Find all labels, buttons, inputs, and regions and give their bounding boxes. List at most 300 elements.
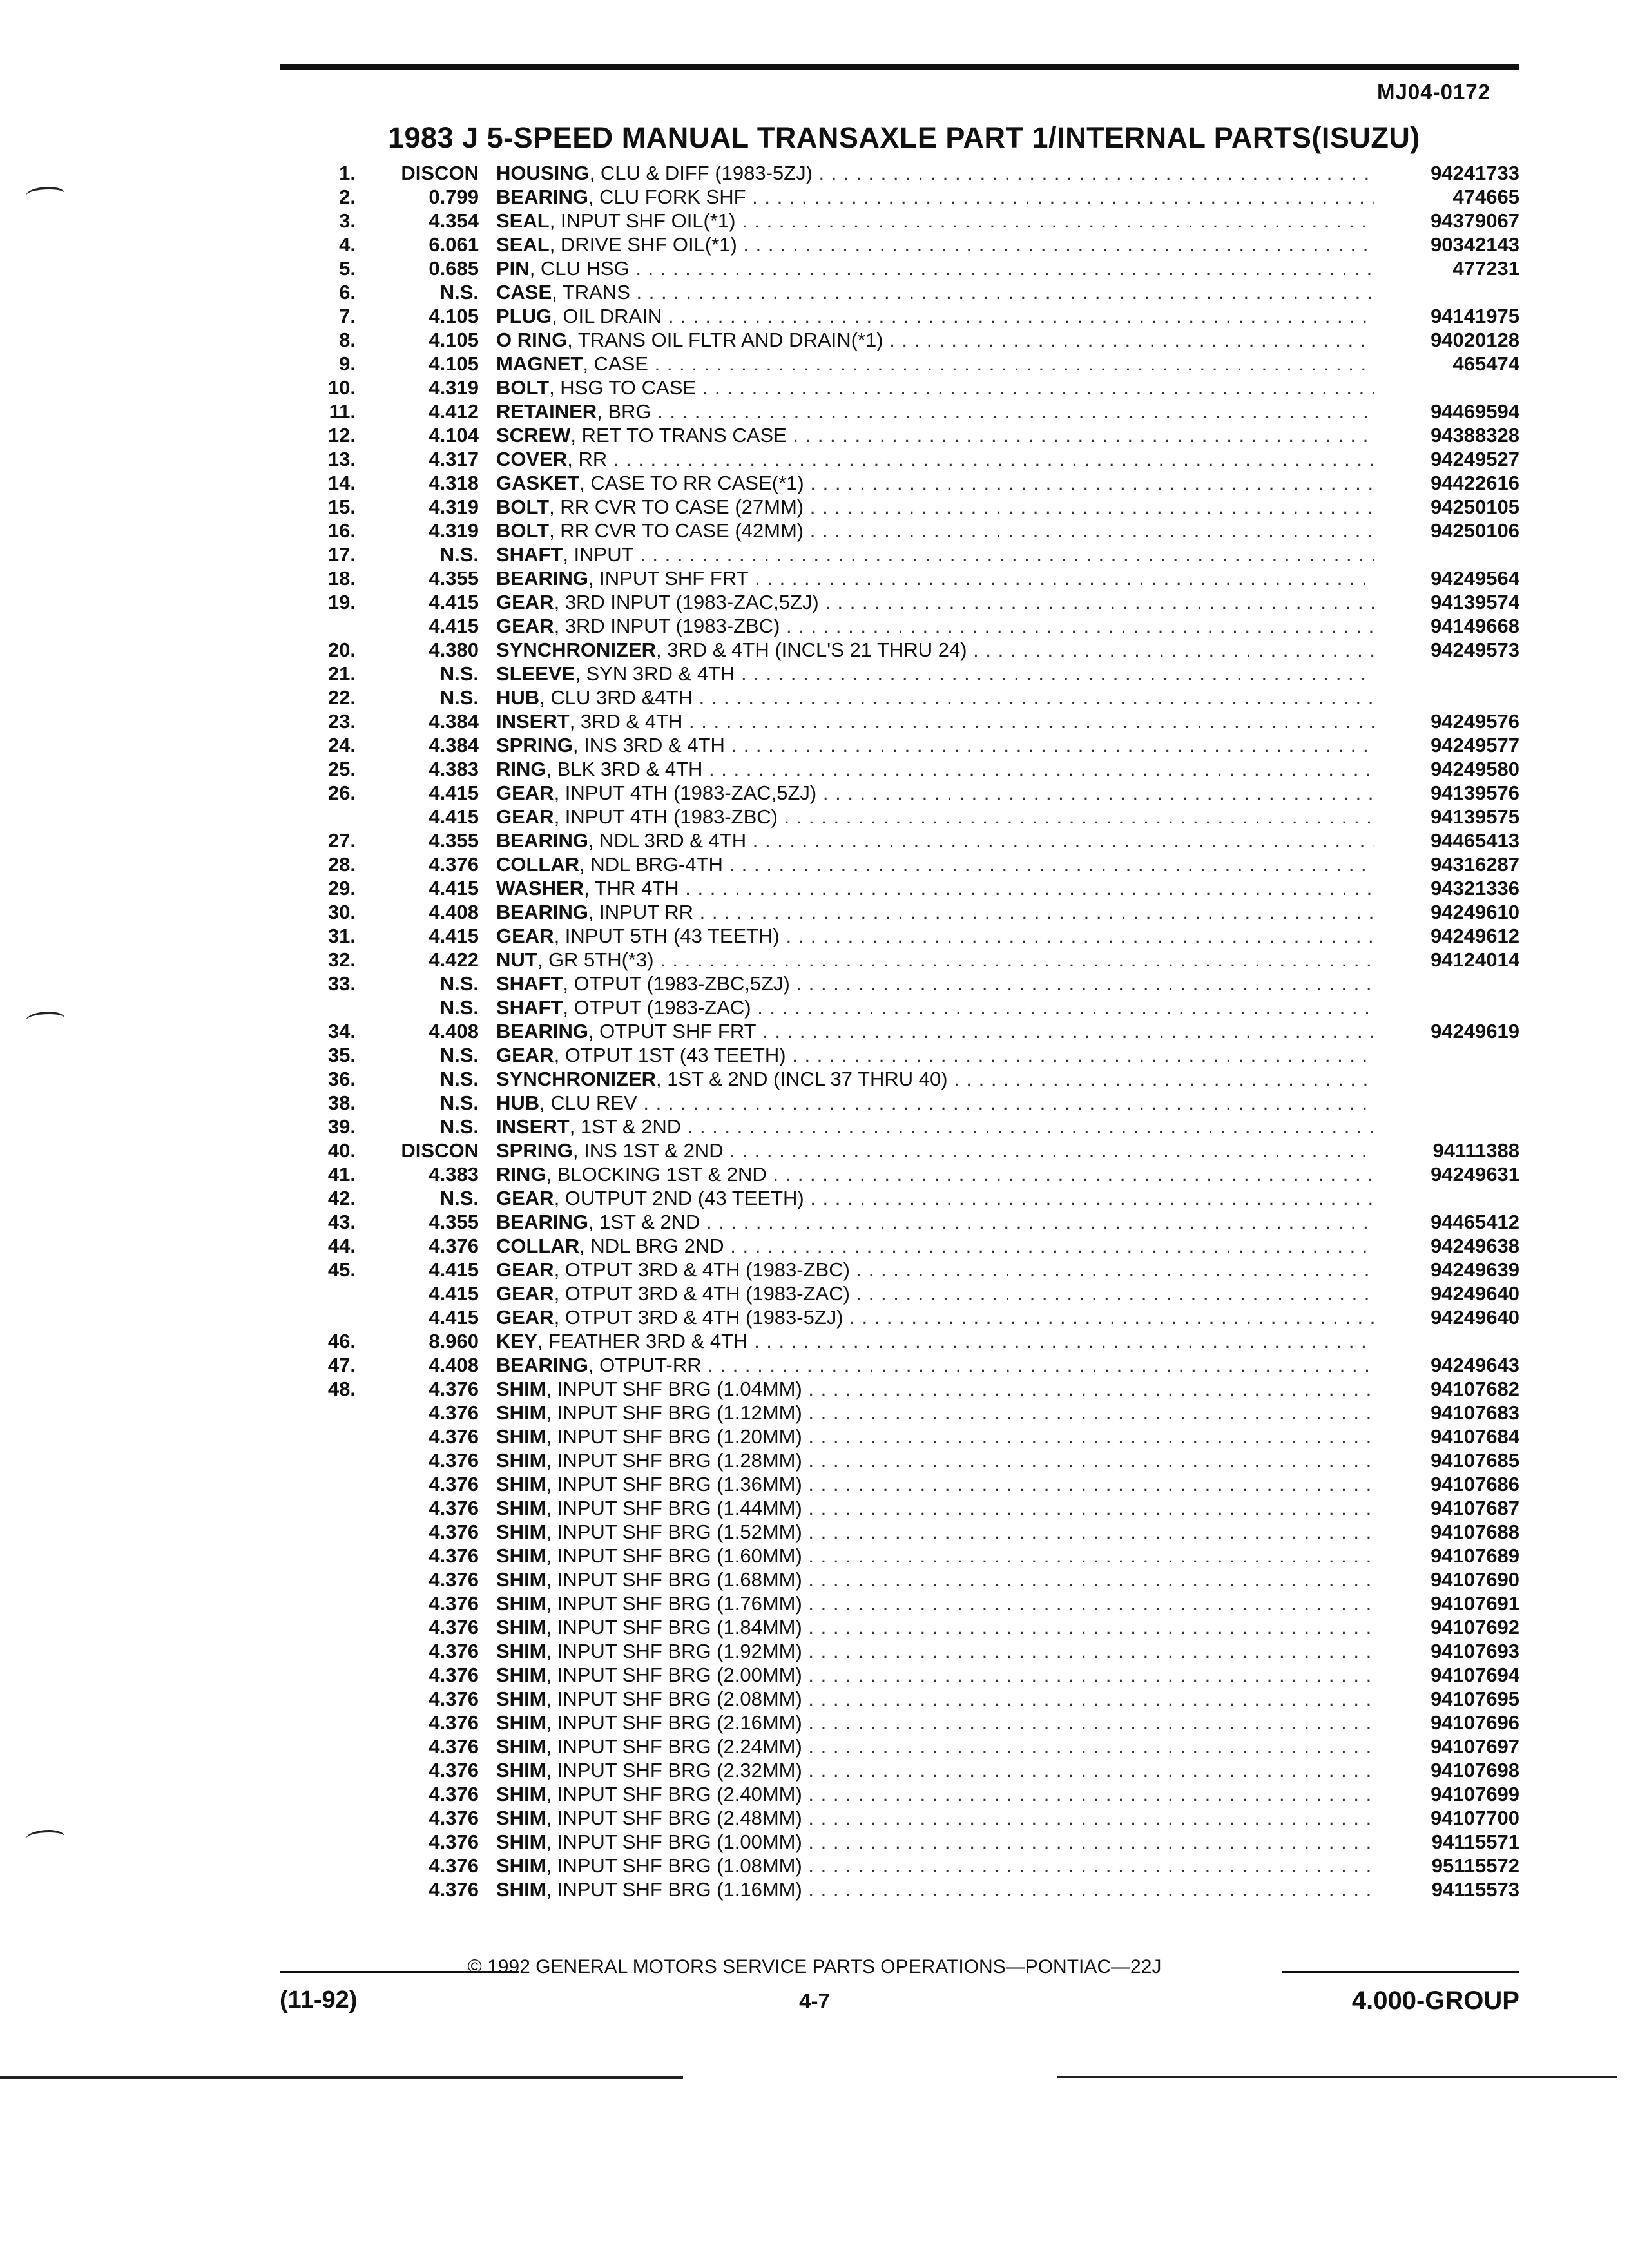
group-ref: N.S. xyxy=(439,543,479,566)
part-name: BOLT xyxy=(496,519,550,542)
part-number: 94249640 xyxy=(1431,1306,1519,1329)
part-detail: , 3RD INPUT (1983-ZBC) xyxy=(554,615,780,637)
part-description xyxy=(496,471,1374,495)
part-detail: , OTPUT SHF FRT xyxy=(588,1020,757,1043)
part-row xyxy=(0,399,1629,423)
part-description xyxy=(496,1496,1374,1520)
part-detail: , OUTPUT 2ND (43 TEETH) xyxy=(554,1187,804,1209)
part-description xyxy=(496,1019,1374,1043)
part-row xyxy=(0,948,1629,972)
part-detail: , 3RD INPUT (1983-ZAC,5ZJ) xyxy=(554,591,819,613)
item-number: 22. xyxy=(327,686,356,709)
part-detail: , INPUT SHF BRG (1.04MM) xyxy=(546,1378,802,1400)
part-name: HUB xyxy=(496,686,540,709)
part-detail: , 3RD & 4TH (INCL'S 21 THRU 24) xyxy=(656,639,967,661)
part-detail: , BLOCKING 1ST & 2ND xyxy=(546,1163,767,1186)
part-name: PIN xyxy=(496,257,530,280)
part-row xyxy=(0,1353,1629,1377)
part-name: BEARING xyxy=(496,1020,588,1043)
part-name: MAGNET xyxy=(496,352,583,375)
group-ref: 4.318 xyxy=(429,472,479,494)
item-number: 32. xyxy=(327,948,356,971)
scan-edge-line-right xyxy=(1057,2076,1617,2078)
group-ref: 4.376 xyxy=(429,1807,479,1829)
part-name: SHAFT xyxy=(496,972,563,995)
part-row xyxy=(0,1139,1629,1162)
part-description xyxy=(496,1043,1374,1067)
part-row xyxy=(0,1377,1629,1401)
part-row xyxy=(0,781,1629,805)
part-number: 94379067 xyxy=(1431,209,1519,232)
top-rule xyxy=(280,64,1519,70)
part-description xyxy=(496,1448,1374,1472)
group-ref: 4.384 xyxy=(429,734,479,756)
part-description xyxy=(496,1591,1374,1615)
part-name: RETAINER xyxy=(496,400,597,423)
part-row xyxy=(0,1568,1629,1591)
item-number: 16. xyxy=(327,519,356,542)
part-detail: , INPUT SHF BRG (1.76MM) xyxy=(546,1592,802,1615)
part-description xyxy=(496,1663,1374,1687)
part-description xyxy=(496,972,1374,995)
item-number: 38. xyxy=(327,1091,356,1114)
part-detail: , OIL DRAIN xyxy=(552,305,662,327)
item-number: 47. xyxy=(327,1354,356,1376)
part-description xyxy=(496,1568,1374,1591)
part-row xyxy=(0,256,1629,280)
part-detail: , CLU REV xyxy=(539,1091,637,1114)
part-row xyxy=(0,1663,1629,1687)
item-number: 15. xyxy=(327,495,356,518)
part-detail: , CLU HSG xyxy=(529,257,630,280)
part-row xyxy=(0,1496,1629,1520)
part-detail: , NDL BRG-4TH xyxy=(579,853,723,876)
part-description xyxy=(496,1162,1374,1186)
group-ref: 4.376 xyxy=(429,1831,479,1853)
part-row xyxy=(0,1282,1629,1305)
part-row xyxy=(0,304,1629,328)
part-row xyxy=(0,376,1629,399)
part-number: 94139574 xyxy=(1431,591,1519,613)
part-detail: , INPUT SHF BRG (1.44MM) xyxy=(546,1497,802,1519)
part-number: 94107683 xyxy=(1431,1401,1519,1424)
part-row xyxy=(0,1520,1629,1544)
part-row xyxy=(0,1186,1629,1210)
group-ref: 4.317 xyxy=(429,448,479,470)
item-number: 18. xyxy=(327,567,356,590)
part-description xyxy=(496,209,1374,233)
part-name: KEY xyxy=(496,1330,537,1352)
part-description xyxy=(496,1782,1374,1806)
part-name: SHIM xyxy=(496,1711,546,1734)
part-description xyxy=(496,1544,1374,1568)
part-number: 94107682 xyxy=(1431,1378,1519,1400)
part-detail: , INPUT SHF BRG (1.28MM) xyxy=(546,1449,802,1472)
part-description xyxy=(496,1615,1374,1639)
part-name: BEARING xyxy=(496,901,588,923)
part-row xyxy=(0,519,1629,543)
part-row xyxy=(0,1448,1629,1472)
part-detail: , INPUT SHF BRG (1.84MM) xyxy=(546,1616,802,1639)
item-number: 17. xyxy=(327,543,356,566)
part-description xyxy=(496,686,1374,709)
group-ref: 4.376 xyxy=(429,1878,479,1901)
part-row xyxy=(0,1878,1629,1901)
item-number: 13. xyxy=(327,448,356,470)
part-row xyxy=(0,614,1629,638)
part-number: 94250105 xyxy=(1431,495,1519,518)
part-name: SHIM xyxy=(496,1497,546,1519)
group-number: 4.000-GROUP xyxy=(1351,1986,1519,2015)
part-number: 94107698 xyxy=(1431,1759,1519,1782)
item-number: 11. xyxy=(329,400,356,423)
item-number: 12. xyxy=(327,424,356,447)
part-number: 94149668 xyxy=(1431,615,1519,637)
part-name: SHIM xyxy=(496,1568,546,1591)
item-number: 28. xyxy=(327,853,356,876)
part-row xyxy=(0,1830,1629,1854)
part-name: INSERT xyxy=(496,710,570,733)
item-number: 44. xyxy=(327,1235,356,1257)
part-name: PLUG xyxy=(496,305,552,327)
part-number: 94249619 xyxy=(1431,1020,1519,1043)
group-ref: 4.376 xyxy=(429,1616,479,1639)
part-name: SHIM xyxy=(496,1759,546,1782)
part-number: 94139576 xyxy=(1431,782,1519,804)
part-name: BEARING xyxy=(496,567,588,590)
item-number: 25. xyxy=(327,758,356,780)
part-detail: , INPUT SHF BRG (1.60MM) xyxy=(546,1544,802,1567)
group-ref: 4.376 xyxy=(429,1401,479,1424)
part-detail: , FEATHER 3RD & 4TH xyxy=(537,1330,748,1352)
part-detail: , INPUT SHF BRG (1.52MM) xyxy=(546,1521,802,1543)
part-description xyxy=(496,256,1374,280)
part-description xyxy=(496,1329,1374,1353)
part-name: SHIM xyxy=(496,1425,546,1448)
part-description xyxy=(496,876,1374,900)
part-row xyxy=(0,209,1629,233)
part-name: COLLAR xyxy=(496,853,580,876)
part-number: 94249639 xyxy=(1431,1258,1519,1281)
group-ref: N.S. xyxy=(439,1068,479,1090)
part-number: 94107689 xyxy=(1431,1544,1519,1567)
part-detail: , 1ST & 2ND (INCL 37 THRU 40) xyxy=(656,1068,948,1090)
part-number: 94249580 xyxy=(1431,758,1519,780)
part-number: 94249564 xyxy=(1431,567,1519,590)
part-description xyxy=(496,1210,1374,1234)
part-row xyxy=(0,757,1629,781)
part-row xyxy=(0,1067,1629,1091)
item-number: 6. xyxy=(339,281,356,303)
part-description xyxy=(496,1472,1374,1496)
part-name: SHIM xyxy=(496,1664,546,1686)
group-ref: 4.376 xyxy=(429,1711,479,1734)
part-detail: , INPUT RR xyxy=(588,901,694,923)
item-number: 26. xyxy=(327,782,356,804)
part-description xyxy=(496,1377,1374,1401)
group-ref: 4.355 xyxy=(429,567,479,590)
part-name: WASHER xyxy=(496,877,584,899)
group-ref: 4.376 xyxy=(429,1664,479,1686)
group-ref: N.S. xyxy=(439,686,479,709)
part-description xyxy=(496,733,1374,757)
part-name: SHIM xyxy=(496,1521,546,1543)
group-ref: 4.380 xyxy=(429,639,479,661)
part-name: SHIM xyxy=(496,1878,546,1901)
part-number: 94141975 xyxy=(1431,305,1519,327)
part-name: SHIM xyxy=(496,1640,546,1662)
part-name: GEAR xyxy=(496,805,554,828)
part-detail: , INPUT SHF BRG (1.08MM) xyxy=(546,1854,802,1877)
part-detail: , INS 3RD & 4TH xyxy=(572,734,725,756)
item-number: 2. xyxy=(339,186,356,208)
part-detail: , INPUT SHF BRG (2.32MM) xyxy=(546,1759,802,1782)
group-ref: 4.376 xyxy=(429,853,479,876)
group-ref: N.S. xyxy=(439,1115,479,1138)
part-name: SEAL xyxy=(496,233,550,256)
part-row xyxy=(0,852,1629,876)
part-number: 94107684 xyxy=(1431,1425,1519,1448)
group-ref: 4.319 xyxy=(429,376,479,399)
part-number: 94249577 xyxy=(1431,734,1519,756)
group-ref: 4.383 xyxy=(429,1163,479,1186)
part-name: GEAR xyxy=(496,925,554,947)
group-ref: 4.376 xyxy=(429,1497,479,1519)
part-description xyxy=(496,1091,1374,1115)
part-detail: , INPUT SHF BRG (1.00MM) xyxy=(546,1831,802,1853)
part-row xyxy=(0,352,1629,376)
part-detail: , 1ST & 2ND xyxy=(588,1211,700,1233)
part-description xyxy=(496,709,1374,733)
part-detail: , OTPUT 3RD & 4TH (1983-ZAC) xyxy=(554,1282,850,1305)
part-detail: , RR CVR TO CASE (42MM) xyxy=(549,519,804,542)
part-number: 94249610 xyxy=(1431,901,1519,923)
part-row xyxy=(0,328,1629,352)
part-detail: , RR xyxy=(567,448,608,470)
part-description xyxy=(496,447,1374,471)
part-description xyxy=(496,614,1374,638)
part-description xyxy=(496,781,1374,805)
part-description xyxy=(496,829,1374,852)
part-name: SHAFT xyxy=(496,543,563,566)
group-ref: 4.319 xyxy=(429,519,479,542)
group-ref: N.S. xyxy=(439,662,479,685)
group-ref: DISCON xyxy=(401,1139,479,1162)
part-detail: , OTPUT (1983-ZBC,5ZJ) xyxy=(563,972,790,995)
group-ref: 4.376 xyxy=(429,1425,479,1448)
part-description xyxy=(496,1186,1374,1210)
item-number: 35. xyxy=(327,1044,356,1066)
part-row xyxy=(0,1472,1629,1496)
part-name: SEAL xyxy=(496,209,550,232)
part-name: SYNCHRONIZER xyxy=(496,1068,657,1090)
part-name: SCREW xyxy=(496,424,571,447)
part-number: 94107694 xyxy=(1431,1664,1519,1686)
part-description xyxy=(496,185,1374,209)
part-number: 94316287 xyxy=(1431,853,1519,876)
part-detail: , CASE TO RR CASE(*1) xyxy=(579,472,804,494)
part-detail: , INPUT SHF BRG (2.16MM) xyxy=(546,1711,802,1734)
group-ref: 4.376 xyxy=(429,1854,479,1877)
group-ref: 0.799 xyxy=(429,186,479,208)
part-detail: , INPUT xyxy=(563,543,634,566)
group-ref: 4.415 xyxy=(429,1306,479,1329)
part-row xyxy=(0,1854,1629,1878)
part-description xyxy=(496,900,1374,924)
part-description xyxy=(496,1353,1374,1377)
part-detail: , INPUT SHF BRG (1.92MM) xyxy=(546,1640,802,1662)
part-description xyxy=(496,1830,1374,1854)
part-description xyxy=(496,519,1374,543)
part-number: 94241733 xyxy=(1431,162,1519,184)
page-number: 4-7 xyxy=(799,1989,830,2013)
group-ref: 4.355 xyxy=(429,829,479,852)
part-row xyxy=(0,995,1629,1019)
item-number: 7. xyxy=(339,305,356,327)
part-description xyxy=(496,757,1374,781)
part-detail: , NDL 3RD & 4TH xyxy=(588,829,747,852)
group-ref: 4.383 xyxy=(429,758,479,780)
part-name: SHIM xyxy=(496,1544,546,1567)
part-detail: , OTPUT 3RD & 4TH (1983-5ZJ) xyxy=(554,1306,843,1329)
part-description xyxy=(496,1758,1374,1782)
part-detail: , OTPUT (1983-ZAC) xyxy=(563,996,751,1019)
part-detail: , INPUT 4TH (1983-ZAC,5ZJ) xyxy=(554,782,817,804)
part-number: 94107687 xyxy=(1431,1497,1519,1519)
part-row xyxy=(0,805,1629,829)
group-ref: N.S. xyxy=(439,1044,479,1066)
part-description xyxy=(496,352,1374,376)
part-description xyxy=(496,590,1374,614)
part-detail: , TRANS OIL FLTR AND DRAIN(*1) xyxy=(567,329,883,351)
part-detail: , HSG TO CASE xyxy=(549,376,697,399)
part-description xyxy=(496,948,1374,972)
group-ref: 4.376 xyxy=(429,1378,479,1400)
part-detail: , TRANS xyxy=(552,281,630,303)
part-detail: , 3RD & 4TH xyxy=(569,710,683,733)
item-number: 21. xyxy=(327,662,356,685)
part-row xyxy=(0,1591,1629,1615)
item-number: 34. xyxy=(327,1020,356,1043)
part-detail: , INPUT SHF BRG (1.36MM) xyxy=(546,1473,802,1495)
part-row xyxy=(0,280,1629,304)
item-number: 30. xyxy=(327,901,356,923)
part-number: 94249643 xyxy=(1431,1354,1519,1376)
part-name: BEARING xyxy=(496,1211,588,1233)
group-ref: N.S. xyxy=(439,972,479,995)
item-number: 24. xyxy=(327,734,356,756)
part-row xyxy=(0,900,1629,924)
group-ref: 4.355 xyxy=(429,1211,479,1233)
part-name: SHAFT xyxy=(496,996,563,1019)
part-row xyxy=(0,1115,1629,1139)
part-row xyxy=(0,1091,1629,1115)
part-detail: , NDL BRG 2ND xyxy=(579,1235,724,1257)
scan-edge-line-left xyxy=(0,2076,683,2079)
part-name: GEAR xyxy=(496,1306,554,1329)
part-name: GEAR xyxy=(496,1282,554,1305)
part-name: SHIM xyxy=(496,1687,546,1710)
part-number: 94249573 xyxy=(1431,639,1519,661)
part-detail: , RR CVR TO CASE (27MM) xyxy=(549,495,804,518)
binder-hole-mark xyxy=(26,1012,64,1027)
item-number: 27. xyxy=(327,829,356,852)
part-detail: , INPUT SHF OIL(*1) xyxy=(549,209,736,232)
part-detail: , CLU 3RD &4TH xyxy=(539,686,693,709)
part-description xyxy=(496,1305,1374,1329)
part-description xyxy=(496,423,1374,447)
part-name: SHIM xyxy=(496,1473,546,1495)
part-detail: , RET TO TRANS CASE xyxy=(570,424,787,447)
group-ref: DISCON xyxy=(401,162,479,184)
part-description xyxy=(496,1401,1374,1425)
part-row xyxy=(0,733,1629,757)
part-row xyxy=(0,495,1629,519)
part-detail: , DRIVE SHF OIL(*1) xyxy=(549,233,737,256)
part-row xyxy=(0,1425,1629,1448)
group-ref: 4.415 xyxy=(429,1282,479,1305)
part-row xyxy=(0,447,1629,471)
part-row xyxy=(0,1758,1629,1782)
part-number: 94020128 xyxy=(1431,329,1519,351)
part-row xyxy=(0,1043,1629,1067)
part-description xyxy=(496,1139,1374,1162)
part-number: 94388328 xyxy=(1431,424,1519,447)
group-ref: 4.376 xyxy=(429,1592,479,1615)
part-detail: , INPUT SHF BRG (2.40MM) xyxy=(546,1783,802,1805)
group-ref: 4.415 xyxy=(429,805,479,828)
part-detail: , CLU & DIFF (1983-5ZJ) xyxy=(589,162,813,184)
part-row xyxy=(0,1162,1629,1186)
part-description xyxy=(496,852,1374,876)
part-description xyxy=(496,304,1374,328)
item-number: 23. xyxy=(327,710,356,733)
group-ref: 4.376 xyxy=(429,1449,479,1472)
part-row xyxy=(0,1305,1629,1329)
group-ref: 4.415 xyxy=(429,877,479,899)
part-row xyxy=(0,566,1629,590)
part-description xyxy=(496,495,1374,519)
part-row xyxy=(0,1615,1629,1639)
part-name: SHIM xyxy=(496,1854,546,1877)
part-number: 94107688 xyxy=(1431,1521,1519,1543)
group-ref: 4.376 xyxy=(429,1568,479,1591)
part-name: NUT xyxy=(496,948,537,971)
part-name: BEARING xyxy=(496,829,588,852)
group-ref: 4.376 xyxy=(429,1544,479,1567)
group-ref: 8.960 xyxy=(429,1330,479,1352)
part-row xyxy=(0,686,1629,709)
group-ref: 4.376 xyxy=(429,1521,479,1543)
group-ref: 0.685 xyxy=(429,257,479,280)
part-name: SHIM xyxy=(496,1735,546,1758)
footer-rule-right xyxy=(1282,1971,1519,1973)
part-description xyxy=(496,995,1374,1019)
part-detail: , INPUT SHF BRG (1.12MM) xyxy=(546,1401,802,1424)
part-number: 94107690 xyxy=(1431,1568,1519,1591)
group-ref: 4.408 xyxy=(429,901,479,923)
part-description xyxy=(496,805,1374,829)
part-number: 94465413 xyxy=(1431,829,1519,852)
part-description xyxy=(496,161,1374,185)
group-ref: 4.415 xyxy=(429,615,479,637)
part-description xyxy=(496,1687,1374,1711)
part-description xyxy=(496,1639,1374,1663)
item-number: 9. xyxy=(339,352,356,375)
group-ref: 4.408 xyxy=(429,1020,479,1043)
part-row xyxy=(0,1806,1629,1830)
part-detail: , INPUT SHF FRT xyxy=(588,567,749,590)
